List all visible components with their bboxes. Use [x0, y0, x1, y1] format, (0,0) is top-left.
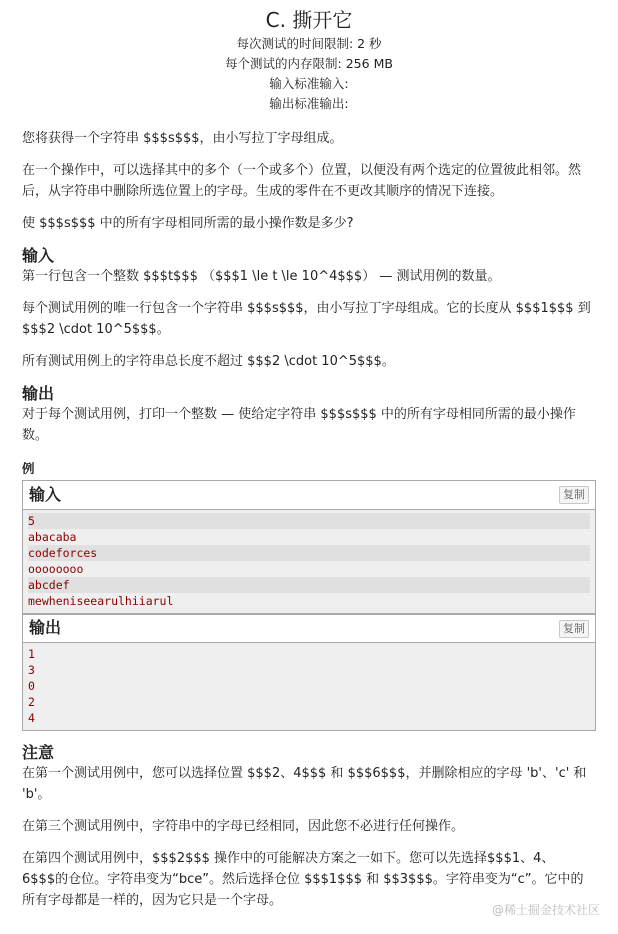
- statement-paragraph-1: 您将获得一个字符串 $$$s$$$，由小写拉丁字母组成。: [22, 131, 343, 146]
- sample-output-line: 0: [28, 679, 35, 693]
- sample-input-label: 输入: [29, 484, 62, 504]
- problem-limits: [22, 34, 596, 114]
- note-paragraph-3: 在第四个测试用例中，$$$2$$$ 操作中的可能解决方案之一如下。您可以先选择$$$1、4、6$$$的仓位。字符串变为“bce”。然后选择仓位 $$$1$$$ 和 $$3$$$。字符串变为“c”。它中的所有字母都是一样的，因为它只是一个字母。: [22, 851, 584, 908]
- watermark: @稀土掘金技术社区: [491, 903, 600, 917]
- note-paragraph-2: 在第三个测试用例中，字符串中的字母已经相同，因此您不必进行任何操作。: [22, 819, 465, 834]
- statement-paragraph-2: 在一个操作中，可以选择其中的多个（一个或多个）位置，以便没有两个选定的位置彼此相邻。然后，从字符串中删除所选位置上的字母。生成的零件在不更改其顺序的情况下连接。: [22, 163, 582, 199]
- sample-output-line: 2: [28, 695, 35, 709]
- note-paragraph-1: 在第一个测试用例中，您可以选择位置 $$$2、4$$$ 和 $$$6$$$，并删除相应的字母 'b'、'c' 和 'b'。: [22, 766, 587, 802]
- time-limit: 每次测试的时间限制: 2 秒: [236, 36, 382, 51]
- note-heading: 注意: [22, 743, 55, 762]
- output-file: 输出标准输出:: [269, 96, 349, 111]
- sample-input-line: mewheniseearulhiiarul: [28, 594, 174, 608]
- sample-input-line: abcdef: [28, 577, 590, 593]
- sample-output-line: 1: [28, 647, 35, 661]
- copy-output-button[interactable]: 复制: [559, 620, 589, 638]
- sample-output-line: 4: [28, 711, 35, 725]
- sample-output-content: [23, 643, 595, 730]
- input-heading: 输入: [22, 246, 55, 265]
- problem-title: C. 撕开它: [265, 8, 353, 32]
- sample-output-header: [23, 614, 595, 643]
- input-paragraph-2: 每个测试用例的唯一行包含一个字符串 $$$s$$$，由小写拉丁字母组成。它的长度从 $$$1$$$ 到 $$$2 \cdot 10^5$$$。: [22, 301, 591, 337]
- sample-input-header: [23, 481, 595, 510]
- sample-input-box: [22, 480, 596, 614]
- sample-output-label: 输出: [29, 618, 62, 638]
- sample-output-line: 3: [28, 663, 35, 677]
- sample-input-line: 5: [28, 513, 590, 529]
- statement-paragraph-3: 使 $$$s$$$ 中的所有字母相同所需的最小操作数是多少?: [22, 216, 354, 231]
- sample-input-line: codeforces: [28, 545, 590, 561]
- sample-output-box: [22, 614, 596, 731]
- sample-input-content: [23, 510, 595, 613]
- output-heading: 输出: [22, 384, 55, 403]
- copy-input-button[interactable]: 复制: [559, 486, 589, 504]
- sample-input-line: oooooooo: [28, 562, 84, 576]
- sample-input-line: abacaba: [28, 530, 77, 544]
- input-file: 输入标准输入:: [269, 76, 349, 91]
- example-title: 例: [22, 461, 35, 476]
- input-paragraph-1: 第一行包含一个整数 $$$t$$$ （$$$1 \le t \le 10^4$$$） — 测试用例的数量。: [22, 269, 501, 284]
- memory-limit: 每个测试的内存限制: 256 MB: [225, 56, 393, 71]
- input-paragraph-3: 所有测试用例上的字符串总长度不超过 $$$2 \cdot 10^5$$$。: [22, 354, 395, 369]
- output-paragraph-1: 对于每个测试用例，打印一个整数 — 使给定字符串 $$$s$$$ 中的所有字母相同所需的最小操作数。: [22, 407, 576, 443]
